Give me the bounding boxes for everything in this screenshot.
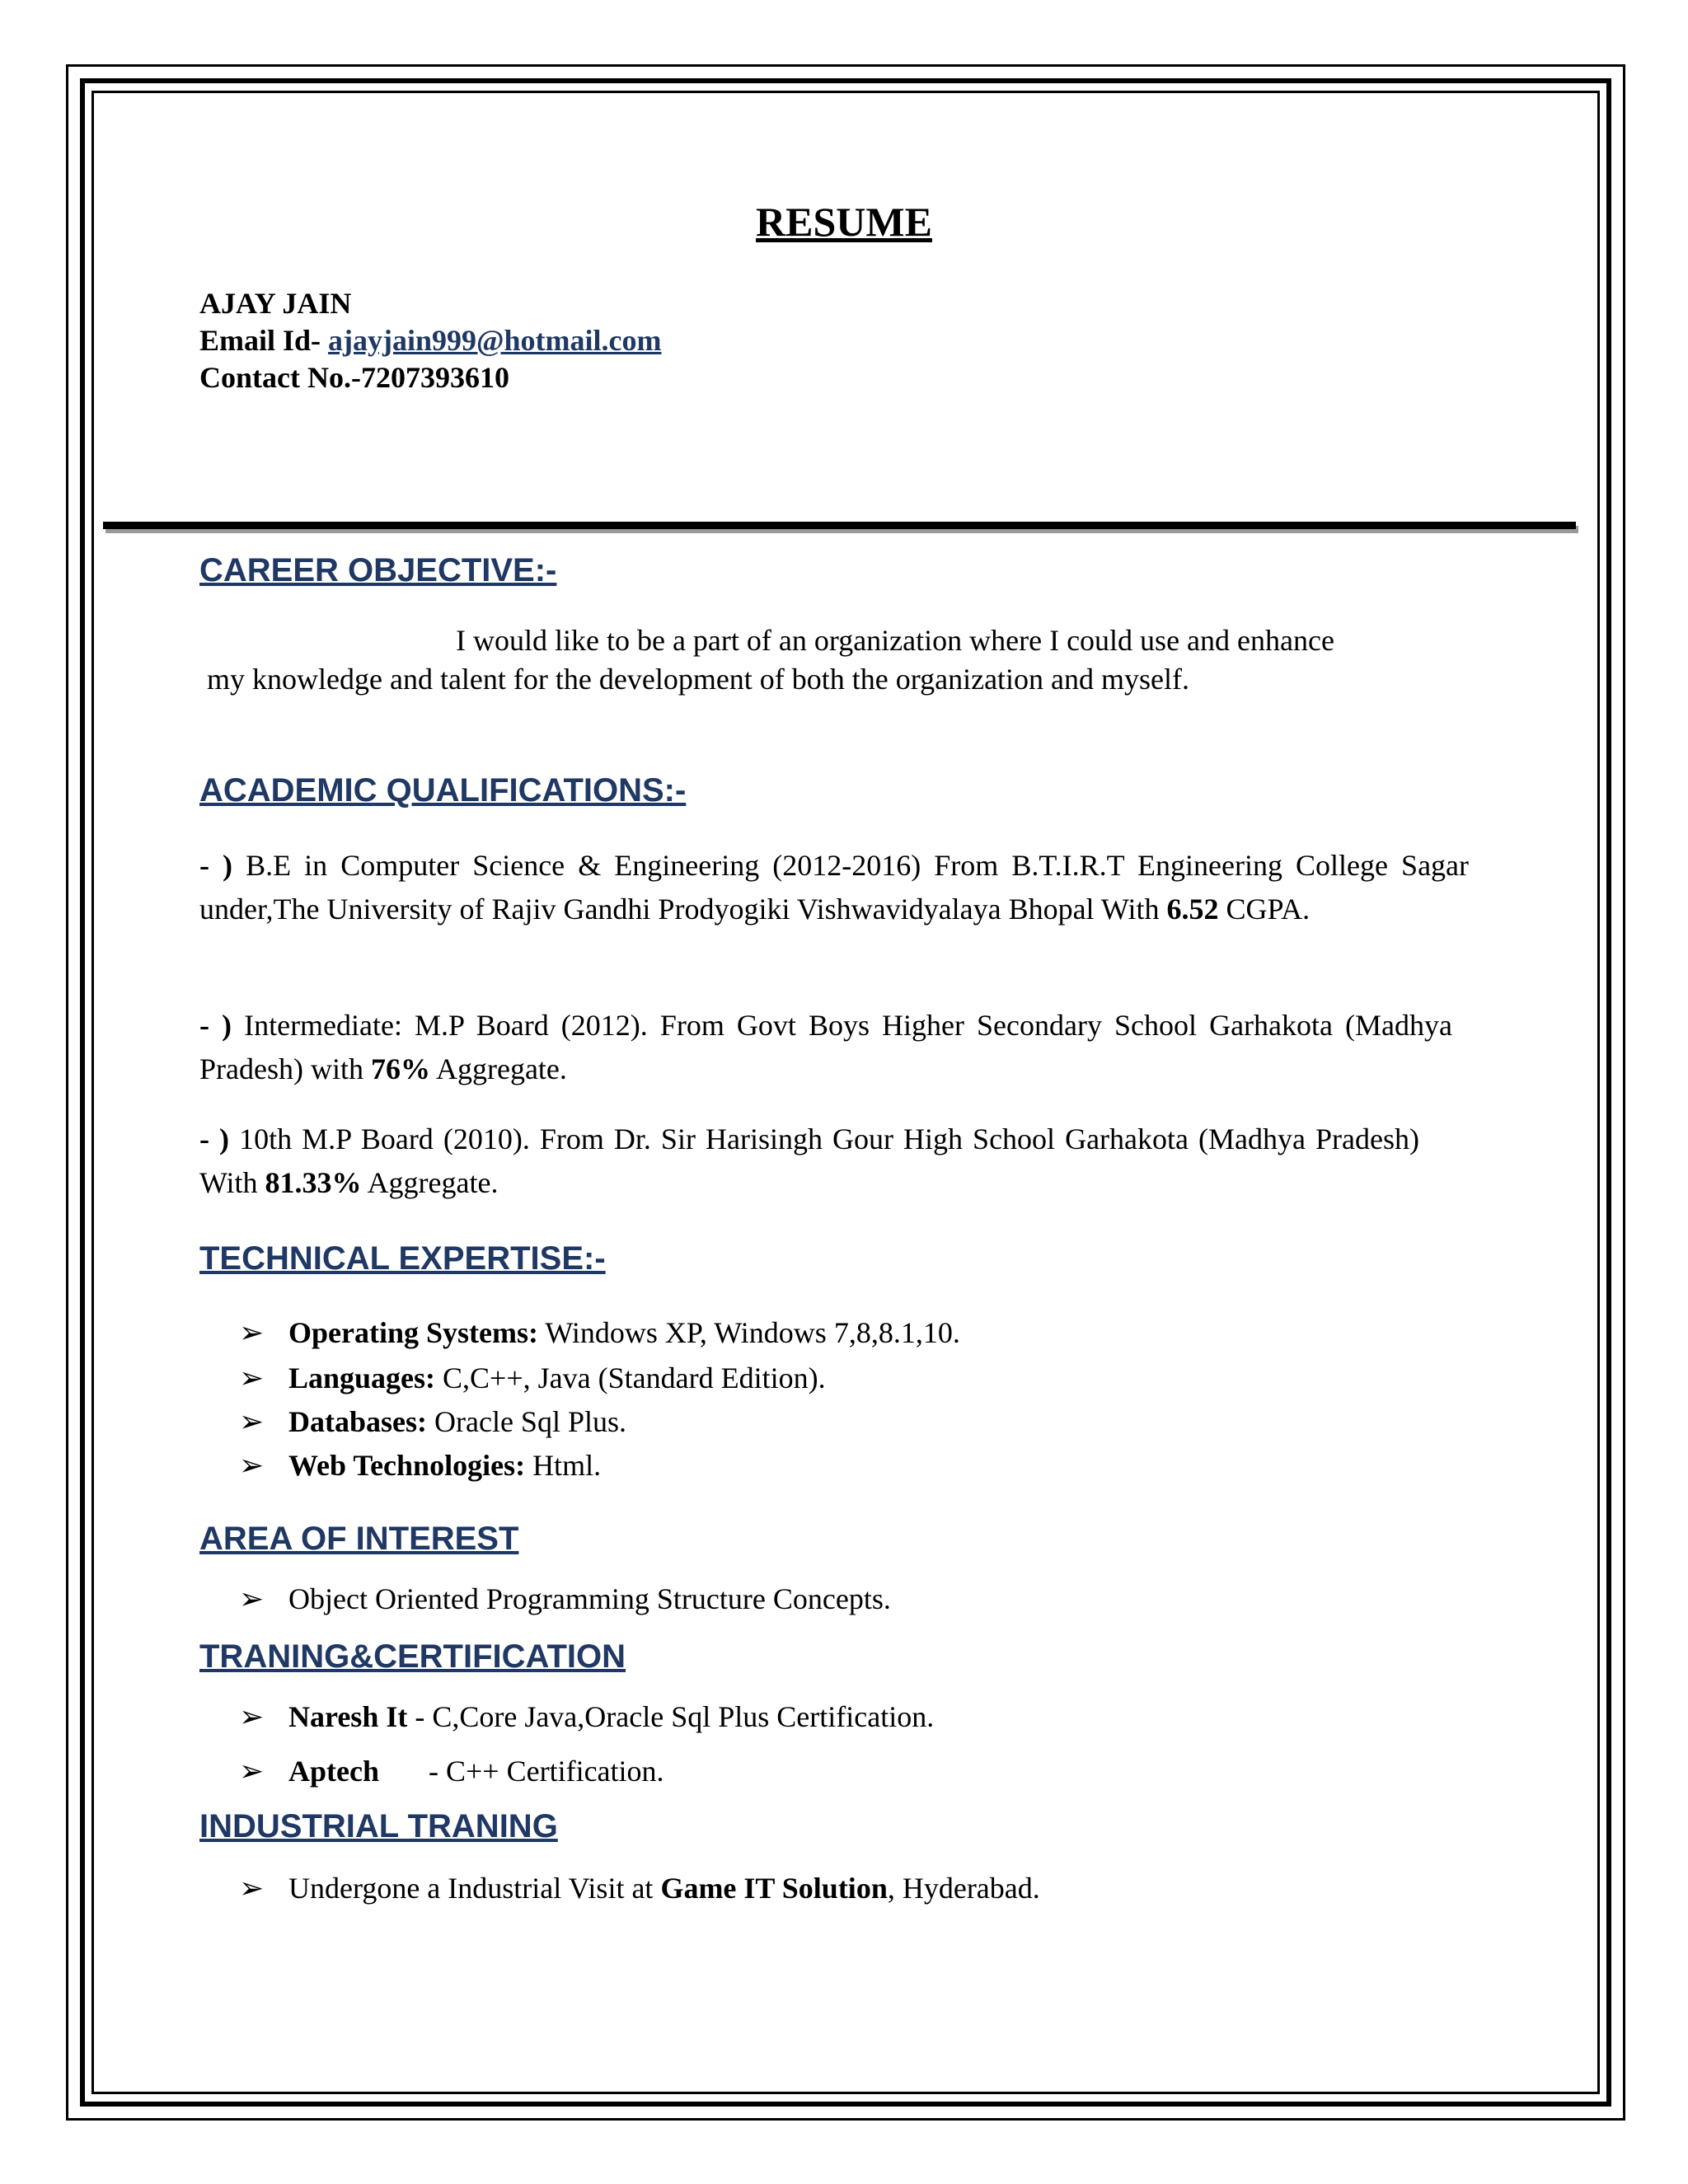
list-item [239,1315,960,1350]
arrow-bullet-icon: ➢ [239,1405,265,1438]
academic-score: 76% [370,1052,430,1085]
academic-score: 81.33% [265,1166,362,1199]
arrow-bullet-icon: ➢ [239,1361,265,1394]
academic-text: Intermediate: M.P Board (2012). From Govt Boys Higher Secondary School Garhakota (Madhya Pradesh) with [199,1009,1452,1085]
industrial-prefix: Undergone a Industrial Visit at [288,1872,654,1905]
item-marker: - ) [199,849,233,882]
training-value: - C++ Certification. [429,1755,664,1788]
interest-text: Object Oriented Programming Structure Concepts. [288,1582,891,1615]
list-item [239,1404,626,1439]
tech-value: Oracle Sql Plus. [434,1405,626,1438]
list-item [239,1754,664,1788]
academic-text: B.E in Computer Science & Engineering (2012-2016) From B.T.I.R.T Engineering College Sagar under,The University of Rajiv Gandhi Prodyogiki Vishwavidyalaya Bhopal With [199,849,1470,926]
industrial-heading: INDUSTRIAL TRANING [199,1808,558,1844]
academic-item [199,1004,1452,1091]
tech-label: Operating Systems: [288,1316,538,1349]
email-link[interactable]: ajayjain999@hotmail.com [328,324,662,357]
resume-title: RESUME [756,199,932,245]
tech-label: Databases: [288,1405,427,1438]
training-heading: TRANING&CERTIFICATION [199,1638,626,1675]
arrow-bullet-icon: ➢ [239,1449,265,1482]
training-label: Naresh It [288,1700,408,1733]
list-item [239,1871,1040,1905]
arrow-bullet-icon: ➢ [239,1582,265,1615]
contact-number: Contact No.-7207393610 [199,361,509,394]
arrow-bullet-icon: ➢ [239,1316,265,1349]
email-line [199,323,662,358]
academic-tail: Aggregate. [367,1166,499,1199]
career-objective-heading: CAREER OBJECTIVE:- [199,552,557,588]
academic-tail: CGPA. [1226,893,1311,926]
list-item [239,1582,891,1616]
arrow-bullet-icon: ➢ [239,1872,265,1905]
technical-heading: TECHNICAL EXPERTISE:- [199,1240,606,1277]
academic-item [199,1118,1419,1205]
tech-value: Windows XP, Windows 7,8,8.1,10. [545,1316,960,1349]
academic-tail: Aggregate. [435,1052,567,1085]
candidate-name: AJAY JAIN [199,287,352,320]
training-value: - C,Core Java,Oracle Sql Plus Certification. [415,1700,935,1733]
arrow-bullet-icon: ➢ [239,1755,265,1788]
industrial-suffix: , Hyderabad. [887,1872,1040,1905]
tech-value: C,C++, Java (Standard Edition). [443,1361,826,1394]
career-objective-line-2: my knowledge and talent for the development of both the organization and myself. [207,663,1190,696]
academic-text: 10th M.P Board (2010). From Dr. Sir Harisingh Gour High School Garhakota (Madhya Pradesh) With [199,1122,1419,1199]
academic-heading: ACADEMIC QUALIFICATIONS:- [199,772,687,808]
list-item [239,1361,826,1395]
career-objective-line-1: I would like to be a part of an organization where I could use and enhance [456,624,1334,657]
industrial-company: Game IT Solution [660,1872,888,1905]
item-marker: - ) [199,1009,232,1042]
interest-heading: AREA OF INTEREST [199,1521,519,1557]
header-divider [103,522,1576,529]
academic-score: 6.52 [1166,893,1219,926]
arrow-bullet-icon: ➢ [239,1700,265,1733]
tech-label: Web Technologies: [288,1449,526,1482]
list-item [239,1699,934,1734]
tech-label: Languages: [288,1361,436,1394]
academic-item [199,844,1469,931]
item-marker: - ) [199,1122,230,1155]
email-label: Email Id- [199,324,321,357]
training-label: Aptech [288,1755,379,1788]
list-item [239,1448,601,1483]
tech-value: Html. [532,1449,602,1482]
